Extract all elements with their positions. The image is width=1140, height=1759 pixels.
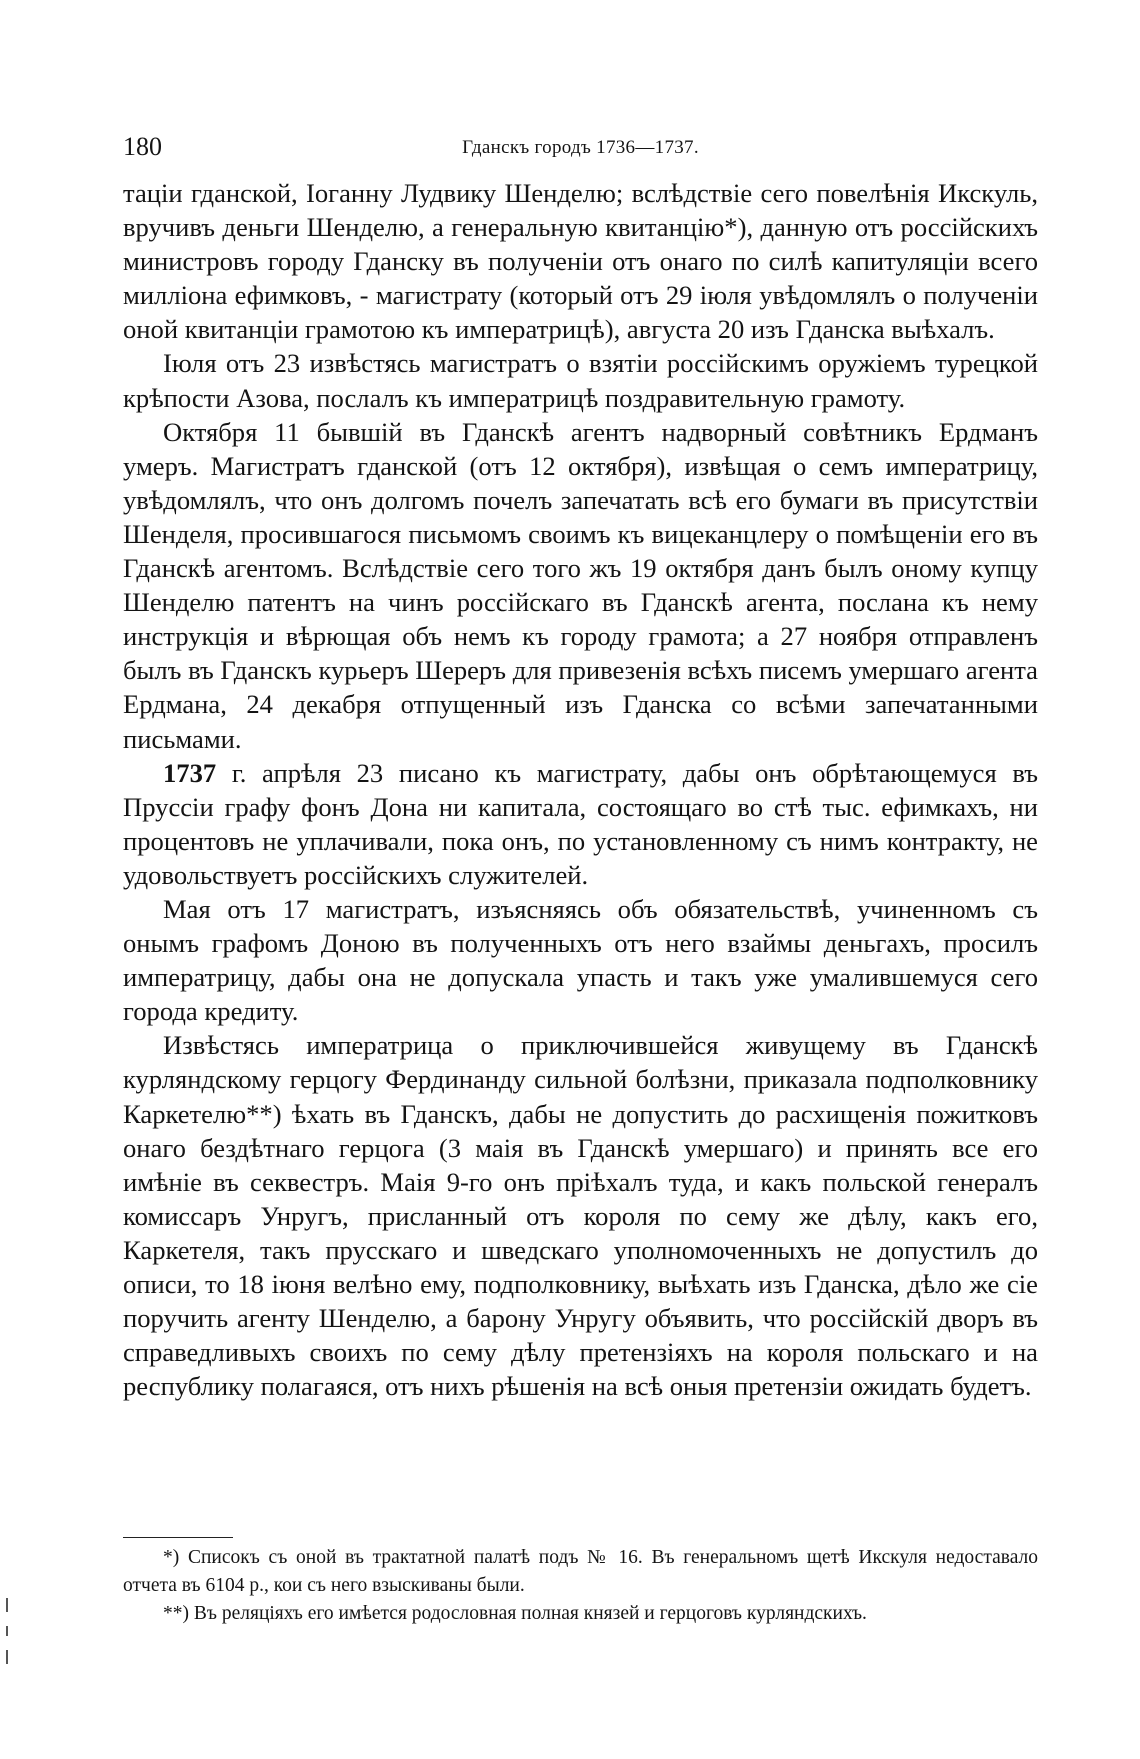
footnote-divider <box>123 1537 233 1538</box>
page-header <box>123 132 1038 168</box>
year-1737: 1737 <box>163 757 217 788</box>
paragraph-4 <box>123 756 1038 892</box>
footnotes <box>123 1544 1038 1628</box>
body-text <box>123 176 1038 1403</box>
paragraph-1: таціи гданской, Іоганну Лудвику Шенделю; вслѣдствіе сего повелѣнія Икскуль, вручивъ деньги Шенделю, а генеральную квитанцію*), данную отъ россійскихъ министровъ городу Гданску въ полученіи отъ онаго по силѣ капитуляціи всего милліона ефимковъ, - магистрату (который отъ 29 іюля увѣдомлялъ о полученіи оной квитанціи грамотою къ императрицѣ), августа 20 изъ Гданска выѣхалъ. <box>123 178 1038 345</box>
paragraph-6: Извѣстясь императрица о приключившейся живущему въ Гданскѣ курляндскому герцогу Фердинанду сильной болѣзни, приказала подполковнику Каркетелю**) ѣхать въ Гданскъ, дабы не допустить до расхищенія пожитковъ онаго бездѣтнаго герцога (3 маія въ Гданскѣ умершаго) и принять все его имѣніе въ секвестръ. Маія 9-го онъ пріѣхалъ туда, и какъ польской генералъ комиссаръ Унругъ, присланный отъ короля по сему же дѣлу, какъ его, Каркетеля, такъ прусскаго и шведскаго уполномоченныхъ не допустилъ до описи, то 18 іюня велѣно ему, подполковнику, выѣхать изъ Гданска, дѣло же сіе поручить агенту Шенделю, а барону Унругу объявить, что россійскій дворъ въ справедливыхъ своихъ по сему дѣлу претензіяхъ на короля польскаго и на республику полагаяся, отъ нихъ рѣшенія на всѣ оныя претензіи ожидать будетъ. <box>123 1030 1038 1402</box>
page-number: 180 <box>123 132 162 161</box>
scan-edge-mark <box>6 1650 8 1664</box>
paragraph-2: Іюля отъ 23 извѣстясь магистратъ о взятіи россійскимъ оружіемъ турецкой крѣпости Азова, послалъ къ императрицѣ поздравительную грамоту. <box>123 348 1038 413</box>
footnote-1: *) Списокъ съ оной въ трактатной палатѣ подъ № 16. Въ генеральномъ щетѣ Икскуля недоставало отчета въ 6104 р., кои съ него взыскиваны были. <box>123 1547 1038 1596</box>
scan-edge-mark <box>6 1626 8 1636</box>
paragraph-5: Мая отъ 17 магистратъ, изъясняясь объ обязательствѣ, учиненномъ съ онымъ графомъ Доною въ полученныхъ отъ него взаймы деньгахъ, просилъ императрицу, дабы она не допускала упасть и такъ уже умалившемуся сего города кредиту. <box>123 893 1038 1027</box>
paragraph-3: Октября 11 бывшій въ Гданскѣ агентъ надворный совѣтникъ Ердманъ умеръ. Магистратъ гданской (отъ 12 октября), извѣщая о семъ императрицу, увѣдомлялъ, что онъ долгомъ почелъ запечатать всѣ его бумаги въ присутствіи Шенделя, просившагося письмомъ своимъ къ вицеканцлеру о помѣщеніи его въ Гданскѣ агентомъ. Вслѣдствіе сего того жъ 19 октября данъ былъ оному купцу Шенделю патентъ на чинъ россійскаго въ Гданскѣ агента, послана къ нему инструкція и вѣрющая объ немъ къ городу грамота; а 27 ноября отправленъ былъ въ Гданскъ курьеръ Шереръ для привезенія всѣхъ писемъ умершаго агента Ердмана, 24 декабря отпущенный изъ Гданска со всѣми запечатанными письмами. <box>123 416 1038 754</box>
running-title: Гданскъ городъ 1736—1737. <box>462 137 699 158</box>
paragraph-4-text: г. апрѣля 23 писано къ магистрату, дабы онъ обрѣтающемуся въ Пруссіи графу фонъ Дона ни капитала, состоящаго во стѣ тыс. ефимкахъ, ни процентовъ не уплачивали, пока онъ, по установленному съ нимъ контракту, не удовольствуетъ россійскихъ служителей. <box>123 757 1038 890</box>
scan-edge-mark <box>6 1598 8 1612</box>
footnote-2: **) Въ реляціяхъ его имѣется родословная полная князей и герцоговъ курляндскихъ. <box>163 1603 867 1624</box>
